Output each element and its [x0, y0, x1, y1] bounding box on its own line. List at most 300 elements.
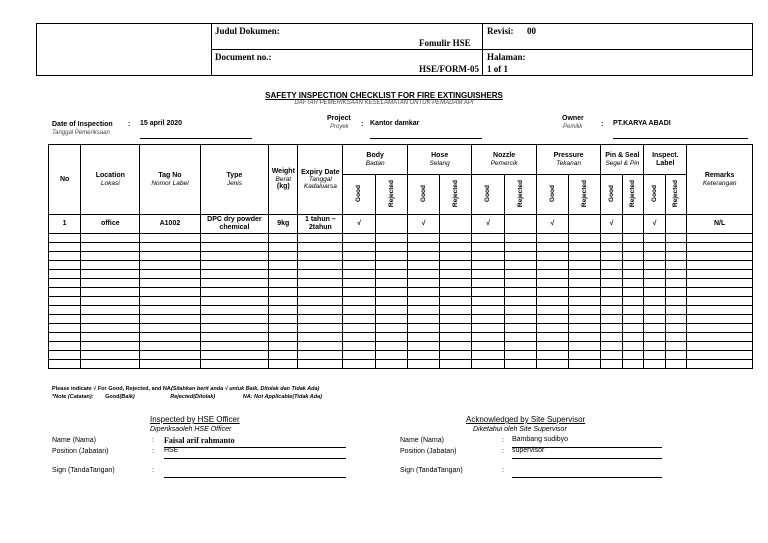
empty-cell[interactable]	[536, 315, 568, 324]
empty-cell[interactable]	[140, 306, 200, 315]
empty-cell[interactable]	[440, 270, 472, 279]
cell-inspect-good[interactable]: √	[644, 215, 665, 234]
empty-cell[interactable]	[343, 333, 375, 342]
empty-cell[interactable]	[81, 342, 140, 351]
empty-cell[interactable]	[269, 234, 298, 243]
empty-cell[interactable]	[298, 315, 343, 324]
empty-cell[interactable]	[343, 342, 375, 351]
empty-cell[interactable]	[644, 324, 665, 333]
empty-cell[interactable]	[601, 270, 622, 279]
empty-cell[interactable]	[622, 342, 644, 351]
empty-cell[interactable]	[269, 333, 298, 342]
empty-cell[interactable]	[200, 360, 269, 369]
right-sign-field[interactable]	[512, 466, 662, 478]
empty-cell[interactable]	[407, 324, 439, 333]
empty-cell[interactable]	[81, 333, 140, 342]
empty-cell[interactable]	[407, 342, 439, 351]
left-name-field[interactable]: Faisal arif rahmanto	[164, 436, 346, 448]
empty-cell[interactable]	[140, 351, 200, 360]
empty-cell[interactable]	[269, 306, 298, 315]
empty-cell[interactable]	[569, 297, 601, 306]
empty-cell[interactable]	[140, 342, 200, 351]
empty-cell[interactable]	[298, 252, 343, 261]
empty-cell[interactable]	[140, 333, 200, 342]
empty-cell[interactable]	[687, 342, 753, 351]
empty-cell[interactable]	[375, 234, 407, 243]
empty-cell[interactable]	[375, 324, 407, 333]
empty-cell[interactable]	[569, 234, 601, 243]
empty-cell[interactable]	[343, 270, 375, 279]
empty-cell[interactable]	[81, 243, 140, 252]
empty-cell[interactable]	[200, 279, 269, 288]
empty-cell[interactable]	[200, 297, 269, 306]
empty-cell[interactable]	[407, 351, 439, 360]
empty-cell[interactable]	[140, 324, 200, 333]
empty-cell[interactable]	[665, 288, 686, 297]
empty-cell[interactable]	[269, 288, 298, 297]
empty-cell[interactable]	[407, 360, 439, 369]
empty-cell[interactable]	[49, 279, 81, 288]
empty-cell[interactable]	[343, 261, 375, 270]
empty-cell[interactable]	[200, 342, 269, 351]
empty-cell[interactable]	[298, 333, 343, 342]
empty-cell[interactable]	[622, 234, 644, 243]
empty-cell[interactable]	[140, 261, 200, 270]
empty-cell[interactable]	[687, 270, 753, 279]
empty-cell[interactable]	[440, 351, 472, 360]
empty-cell[interactable]	[601, 342, 622, 351]
empty-cell[interactable]	[407, 333, 439, 342]
empty-cell[interactable]	[343, 297, 375, 306]
empty-cell[interactable]	[375, 360, 407, 369]
cell-inspect-rejected[interactable]	[665, 215, 686, 234]
cell-body-good[interactable]: √	[343, 215, 375, 234]
empty-cell[interactable]	[81, 351, 140, 360]
empty-cell[interactable]	[269, 252, 298, 261]
empty-cell[interactable]	[49, 360, 81, 369]
empty-cell[interactable]	[644, 351, 665, 360]
empty-cell[interactable]	[504, 279, 536, 288]
empty-cell[interactable]	[569, 288, 601, 297]
empty-cell[interactable]	[504, 297, 536, 306]
empty-cell[interactable]	[49, 234, 81, 243]
empty-cell[interactable]	[472, 333, 504, 342]
empty-cell[interactable]	[81, 288, 140, 297]
empty-cell[interactable]	[407, 261, 439, 270]
empty-cell[interactable]	[536, 270, 568, 279]
empty-cell[interactable]	[407, 279, 439, 288]
empty-cell[interactable]	[687, 315, 753, 324]
empty-cell[interactable]	[601, 324, 622, 333]
empty-cell[interactable]	[81, 315, 140, 324]
empty-cell[interactable]	[81, 306, 140, 315]
empty-cell[interactable]	[622, 333, 644, 342]
empty-cell[interactable]	[472, 252, 504, 261]
empty-cell[interactable]	[644, 252, 665, 261]
empty-cell[interactable]	[569, 342, 601, 351]
cell-location[interactable]: office	[81, 215, 140, 234]
empty-cell[interactable]	[298, 297, 343, 306]
empty-cell[interactable]	[569, 351, 601, 360]
empty-cell[interactable]	[622, 243, 644, 252]
empty-cell[interactable]	[472, 234, 504, 243]
empty-cell[interactable]	[504, 324, 536, 333]
empty-cell[interactable]	[472, 351, 504, 360]
empty-cell[interactable]	[665, 315, 686, 324]
cell-body-rejected[interactable]	[375, 215, 407, 234]
empty-cell[interactable]	[536, 351, 568, 360]
empty-cell[interactable]	[140, 288, 200, 297]
empty-cell[interactable]	[407, 315, 439, 324]
empty-cell[interactable]	[49, 306, 81, 315]
empty-cell[interactable]	[687, 360, 753, 369]
empty-cell[interactable]	[622, 270, 644, 279]
empty-cell[interactable]	[200, 234, 269, 243]
date-field[interactable]	[140, 120, 252, 139]
cell-weight[interactable]: 9kg	[269, 215, 298, 234]
empty-cell[interactable]	[375, 252, 407, 261]
empty-cell[interactable]	[269, 270, 298, 279]
empty-cell[interactable]	[140, 234, 200, 243]
empty-cell[interactable]	[440, 333, 472, 342]
empty-cell[interactable]	[375, 333, 407, 342]
empty-cell[interactable]	[569, 243, 601, 252]
empty-cell[interactable]	[601, 315, 622, 324]
empty-cell[interactable]	[687, 297, 753, 306]
empty-cell[interactable]	[536, 288, 568, 297]
empty-cell[interactable]	[440, 234, 472, 243]
empty-cell[interactable]	[49, 297, 81, 306]
empty-cell[interactable]	[298, 342, 343, 351]
empty-cell[interactable]	[343, 279, 375, 288]
empty-cell[interactable]	[644, 297, 665, 306]
left-position-field[interactable]: HSE	[164, 447, 346, 459]
empty-cell[interactable]	[504, 252, 536, 261]
cell-hose-rejected[interactable]	[440, 215, 472, 234]
empty-cell[interactable]	[601, 351, 622, 360]
empty-cell[interactable]	[440, 342, 472, 351]
empty-cell[interactable]	[536, 243, 568, 252]
empty-cell[interactable]	[622, 279, 644, 288]
empty-cell[interactable]	[298, 261, 343, 270]
empty-cell[interactable]	[200, 324, 269, 333]
empty-cell[interactable]	[298, 234, 343, 243]
cell-nozzle-rejected[interactable]	[504, 215, 536, 234]
empty-cell[interactable]	[440, 288, 472, 297]
project-field[interactable]	[370, 120, 482, 139]
empty-cell[interactable]	[536, 342, 568, 351]
empty-cell[interactable]	[536, 297, 568, 306]
left-sign-field[interactable]	[164, 466, 346, 478]
empty-cell[interactable]	[140, 270, 200, 279]
empty-cell[interactable]	[644, 243, 665, 252]
empty-cell[interactable]	[504, 315, 536, 324]
empty-cell[interactable]	[298, 306, 343, 315]
cell-pin-rejected[interactable]	[622, 215, 644, 234]
empty-cell[interactable]	[81, 324, 140, 333]
empty-cell[interactable]	[536, 333, 568, 342]
empty-cell[interactable]	[504, 360, 536, 369]
empty-cell[interactable]	[644, 333, 665, 342]
empty-cell[interactable]	[375, 243, 407, 252]
empty-cell[interactable]	[622, 261, 644, 270]
empty-cell[interactable]	[81, 252, 140, 261]
empty-cell[interactable]	[49, 252, 81, 261]
empty-cell[interactable]	[665, 333, 686, 342]
empty-cell[interactable]	[440, 360, 472, 369]
empty-cell[interactable]	[81, 261, 140, 270]
empty-cell[interactable]	[687, 243, 753, 252]
empty-cell[interactable]	[569, 333, 601, 342]
empty-cell[interactable]	[140, 360, 200, 369]
empty-cell[interactable]	[569, 261, 601, 270]
empty-cell[interactable]	[622, 252, 644, 261]
empty-cell[interactable]	[644, 360, 665, 369]
empty-cell[interactable]	[407, 306, 439, 315]
empty-cell[interactable]	[49, 243, 81, 252]
empty-cell[interactable]	[569, 252, 601, 261]
empty-cell[interactable]	[601, 279, 622, 288]
empty-cell[interactable]	[687, 288, 753, 297]
empty-cell[interactable]	[622, 306, 644, 315]
empty-cell[interactable]	[504, 333, 536, 342]
empty-cell[interactable]	[81, 270, 140, 279]
empty-cell[interactable]	[536, 261, 568, 270]
empty-cell[interactable]	[343, 243, 375, 252]
empty-cell[interactable]	[298, 279, 343, 288]
empty-cell[interactable]	[665, 297, 686, 306]
empty-cell[interactable]	[569, 315, 601, 324]
empty-cell[interactable]	[375, 306, 407, 315]
empty-cell[interactable]	[140, 243, 200, 252]
empty-cell[interactable]	[644, 279, 665, 288]
empty-cell[interactable]	[298, 360, 343, 369]
empty-cell[interactable]	[140, 297, 200, 306]
empty-cell[interactable]	[665, 252, 686, 261]
empty-cell[interactable]	[140, 279, 200, 288]
empty-cell[interactable]	[375, 351, 407, 360]
empty-cell[interactable]	[665, 261, 686, 270]
empty-cell[interactable]	[407, 252, 439, 261]
empty-cell[interactable]	[687, 333, 753, 342]
empty-cell[interactable]	[375, 342, 407, 351]
empty-cell[interactable]	[472, 360, 504, 369]
empty-cell[interactable]	[298, 324, 343, 333]
empty-cell[interactable]	[269, 279, 298, 288]
empty-cell[interactable]	[343, 360, 375, 369]
empty-cell[interactable]	[49, 351, 81, 360]
empty-cell[interactable]	[343, 306, 375, 315]
empty-cell[interactable]	[298, 288, 343, 297]
empty-cell[interactable]	[81, 297, 140, 306]
empty-cell[interactable]	[200, 306, 269, 315]
right-position-field[interactable]: supervisor	[512, 447, 662, 459]
empty-cell[interactable]	[269, 351, 298, 360]
empty-cell[interactable]	[440, 306, 472, 315]
empty-cell[interactable]	[440, 261, 472, 270]
empty-cell[interactable]	[536, 324, 568, 333]
empty-cell[interactable]	[665, 351, 686, 360]
empty-cell[interactable]	[622, 360, 644, 369]
empty-cell[interactable]	[665, 234, 686, 243]
empty-cell[interactable]	[200, 261, 269, 270]
empty-cell[interactable]	[569, 324, 601, 333]
empty-cell[interactable]	[81, 279, 140, 288]
empty-cell[interactable]	[665, 270, 686, 279]
empty-cell[interactable]	[644, 234, 665, 243]
empty-cell[interactable]	[601, 252, 622, 261]
empty-cell[interactable]	[472, 306, 504, 315]
empty-cell[interactable]	[536, 279, 568, 288]
empty-cell[interactable]	[49, 261, 81, 270]
empty-cell[interactable]	[440, 279, 472, 288]
empty-cell[interactable]	[140, 315, 200, 324]
empty-cell[interactable]	[472, 243, 504, 252]
empty-cell[interactable]	[622, 315, 644, 324]
empty-cell[interactable]	[504, 351, 536, 360]
empty-cell[interactable]	[49, 288, 81, 297]
empty-cell[interactable]	[601, 234, 622, 243]
empty-cell[interactable]	[644, 315, 665, 324]
empty-cell[interactable]	[622, 288, 644, 297]
empty-cell[interactable]	[440, 315, 472, 324]
empty-cell[interactable]	[298, 270, 343, 279]
empty-cell[interactable]	[343, 351, 375, 360]
empty-cell[interactable]	[687, 279, 753, 288]
empty-cell[interactable]	[504, 342, 536, 351]
empty-cell[interactable]	[622, 351, 644, 360]
empty-cell[interactable]	[644, 270, 665, 279]
empty-cell[interactable]	[569, 306, 601, 315]
empty-cell[interactable]	[472, 279, 504, 288]
empty-cell[interactable]	[343, 288, 375, 297]
empty-cell[interactable]	[375, 261, 407, 270]
right-name-field[interactable]: Bambang sudibyo	[512, 436, 662, 448]
empty-cell[interactable]	[407, 297, 439, 306]
empty-cell[interactable]	[601, 360, 622, 369]
empty-cell[interactable]	[472, 270, 504, 279]
empty-cell[interactable]	[687, 261, 753, 270]
empty-cell[interactable]	[200, 315, 269, 324]
empty-cell[interactable]	[569, 360, 601, 369]
empty-cell[interactable]	[504, 261, 536, 270]
empty-cell[interactable]	[504, 306, 536, 315]
empty-cell[interactable]	[601, 261, 622, 270]
empty-cell[interactable]	[81, 234, 140, 243]
empty-cell[interactable]	[269, 342, 298, 351]
cell-hose-good[interactable]: √	[407, 215, 439, 234]
empty-cell[interactable]	[472, 342, 504, 351]
empty-cell[interactable]	[375, 279, 407, 288]
empty-cell[interactable]	[536, 252, 568, 261]
empty-cell[interactable]	[504, 234, 536, 243]
empty-cell[interactable]	[569, 270, 601, 279]
empty-cell[interactable]	[601, 297, 622, 306]
empty-cell[interactable]	[472, 261, 504, 270]
empty-cell[interactable]	[49, 333, 81, 342]
empty-cell[interactable]	[343, 252, 375, 261]
empty-cell[interactable]	[687, 252, 753, 261]
empty-cell[interactable]	[298, 243, 343, 252]
empty-cell[interactable]	[200, 270, 269, 279]
empty-cell[interactable]	[269, 297, 298, 306]
empty-cell[interactable]	[375, 270, 407, 279]
empty-cell[interactable]	[504, 270, 536, 279]
cell-expiry[interactable]: 1 tahun – 2tahun	[298, 215, 343, 234]
cell-pressure-good[interactable]: √	[536, 215, 568, 234]
empty-cell[interactable]	[644, 261, 665, 270]
empty-cell[interactable]	[601, 306, 622, 315]
empty-cell[interactable]	[407, 234, 439, 243]
empty-cell[interactable]	[687, 351, 753, 360]
empty-cell[interactable]	[407, 270, 439, 279]
empty-cell[interactable]	[49, 270, 81, 279]
empty-cell[interactable]	[472, 297, 504, 306]
empty-cell[interactable]	[665, 243, 686, 252]
empty-cell[interactable]	[298, 351, 343, 360]
empty-cell[interactable]	[569, 279, 601, 288]
empty-cell[interactable]	[504, 288, 536, 297]
empty-cell[interactable]	[49, 324, 81, 333]
empty-cell[interactable]	[601, 333, 622, 342]
empty-cell[interactable]	[687, 234, 753, 243]
empty-cell[interactable]	[687, 324, 753, 333]
empty-cell[interactable]	[536, 306, 568, 315]
empty-cell[interactable]	[665, 306, 686, 315]
empty-cell[interactable]	[601, 243, 622, 252]
cell-nozzle-good[interactable]: √	[472, 215, 504, 234]
cell-tagno[interactable]: A1002	[140, 215, 200, 234]
empty-cell[interactable]	[269, 243, 298, 252]
empty-cell[interactable]	[200, 351, 269, 360]
empty-cell[interactable]	[665, 324, 686, 333]
empty-cell[interactable]	[601, 288, 622, 297]
empty-cell[interactable]	[200, 243, 269, 252]
empty-cell[interactable]	[343, 234, 375, 243]
empty-cell[interactable]	[665, 342, 686, 351]
empty-cell[interactable]	[440, 297, 472, 306]
empty-cell[interactable]	[687, 306, 753, 315]
empty-cell[interactable]	[665, 360, 686, 369]
cell-remarks[interactable]: N/L	[687, 215, 753, 234]
empty-cell[interactable]	[407, 288, 439, 297]
empty-cell[interactable]	[375, 288, 407, 297]
empty-cell[interactable]	[622, 324, 644, 333]
empty-cell[interactable]	[665, 279, 686, 288]
empty-cell[interactable]	[49, 315, 81, 324]
empty-cell[interactable]	[375, 297, 407, 306]
empty-cell[interactable]	[440, 324, 472, 333]
empty-cell[interactable]	[343, 315, 375, 324]
cell-type[interactable]: DPC dry powder chemical	[200, 215, 269, 234]
empty-cell[interactable]	[407, 243, 439, 252]
cell-pin-good[interactable]: √	[601, 215, 622, 234]
empty-cell[interactable]	[49, 342, 81, 351]
empty-cell[interactable]	[536, 234, 568, 243]
empty-cell[interactable]	[269, 324, 298, 333]
empty-cell[interactable]	[269, 261, 298, 270]
empty-cell[interactable]	[200, 288, 269, 297]
empty-cell[interactable]	[644, 306, 665, 315]
cell-pressure-rejected[interactable]	[569, 215, 601, 234]
empty-cell[interactable]	[343, 324, 375, 333]
empty-cell[interactable]	[140, 252, 200, 261]
owner-field[interactable]	[613, 120, 748, 139]
empty-cell[interactable]	[440, 243, 472, 252]
empty-cell[interactable]	[472, 324, 504, 333]
empty-cell[interactable]	[269, 315, 298, 324]
empty-cell[interactable]	[81, 360, 140, 369]
